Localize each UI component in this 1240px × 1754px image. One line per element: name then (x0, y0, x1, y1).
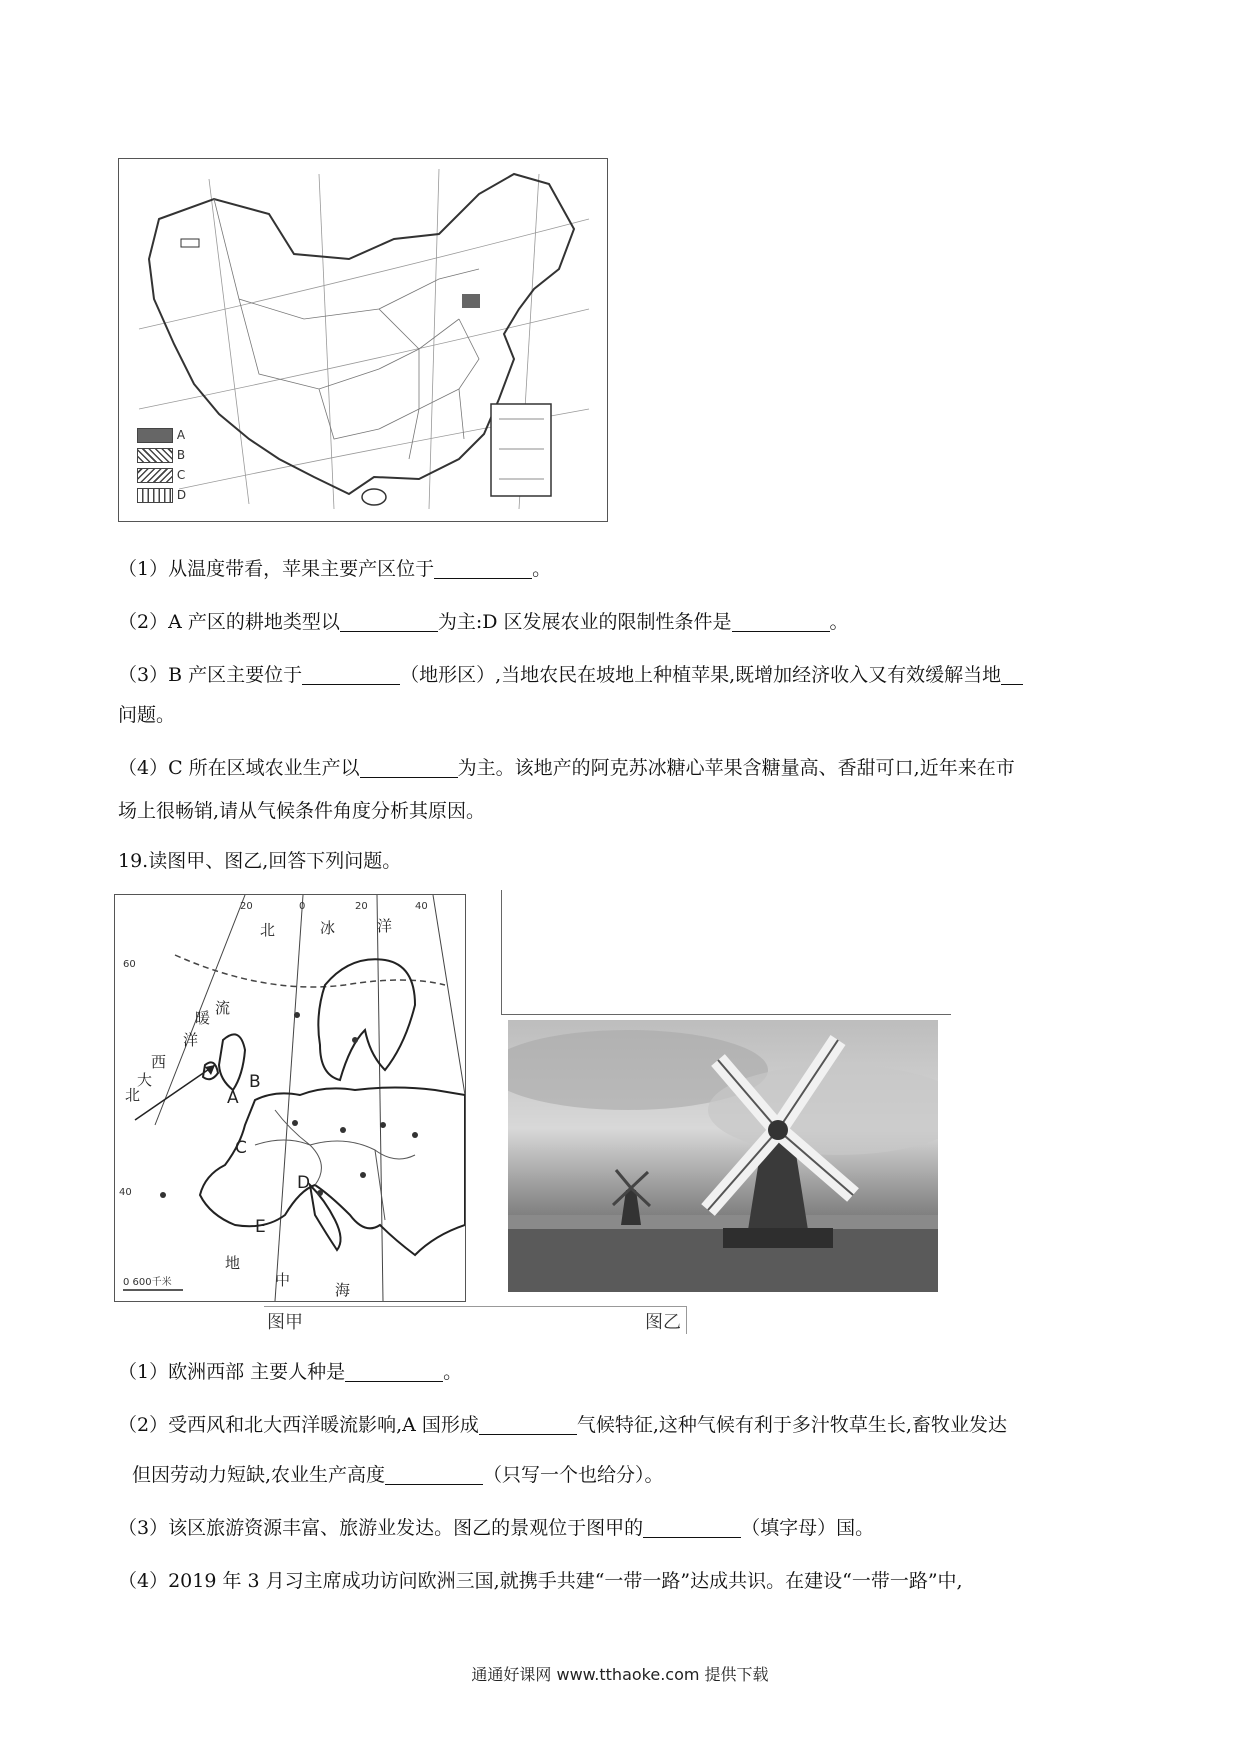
country-label-c: C (235, 1138, 247, 1158)
figure-frame-line (501, 890, 502, 1014)
sea-label: 地 (225, 1254, 241, 1272)
answer-blank[interactable] (1001, 664, 1023, 685)
legend-row-a: A (137, 425, 186, 445)
legend-swatch-vertical (137, 488, 173, 503)
ocean-label: 北 (260, 921, 276, 939)
europe-map-outline (115, 895, 465, 1301)
caption-right: 图乙 (645, 1312, 681, 1333)
ocean-label: 西 (151, 1053, 167, 1071)
q19-part2-line2: 但因劳动力短缺,农业生产高度 （只写一个也给分）。 (132, 1464, 664, 1486)
lon-label: 40 (415, 901, 428, 912)
q18-part3-line2: 问题。 (118, 704, 176, 726)
china-map-outline (119, 159, 607, 521)
sea-label: 中 (275, 1271, 291, 1289)
answer-blank[interactable] (302, 664, 400, 685)
figure-frame-line (501, 1014, 951, 1015)
caption-left: 图甲 (267, 1312, 303, 1333)
legend-row-b: B (137, 445, 186, 465)
lon-label: 0 (299, 901, 306, 912)
lat-label: 60 (123, 959, 136, 970)
ocean-label: 冰 (320, 919, 336, 937)
scale-label: 0 600千米 (123, 1277, 172, 1288)
ocean-label: 洋 (183, 1031, 199, 1049)
windmill-photo (508, 1020, 938, 1292)
q18-part2: （2）A 产区的耕地类型以 为主:D 区发展农业的限制性条件是 。 (118, 611, 849, 633)
china-map-legend (137, 425, 186, 505)
caption-divider (686, 1306, 687, 1334)
sea-label: 海 (335, 1281, 351, 1299)
q18-part3: （3）B 产区主要位于 （地形区）,当地农民在坡地上种植苹果,既增加经济收入又有效缓解当地 (118, 660, 1023, 690)
q18-part1: （1）从温度带看，苹果主要产区位于 。 (118, 558, 552, 580)
legend-row-d: D (137, 485, 186, 505)
answer-blank[interactable] (434, 558, 532, 579)
ocean-label: 大 (137, 1071, 153, 1089)
q19-title: 19.读图甲、图乙,回答下列问题。 (118, 850, 402, 872)
caption-bar (264, 1306, 686, 1307)
answer-blank[interactable] (479, 1414, 577, 1435)
answer-blank[interactable] (643, 1517, 741, 1538)
ocean-label: 流 (215, 999, 231, 1017)
country-label-d: D (297, 1173, 311, 1193)
q18-part4-line2: 场上很畅销,请从气候条件角度分析其原因。 (118, 800, 486, 822)
q18-part4: （4）C 所在区域农业生产以 为主。该地产的阿克苏冰糖心苹果含糖量高、香甜可口,近年来在市 (118, 757, 1015, 779)
country-label-e: E (255, 1217, 266, 1237)
answer-blank[interactable] (340, 611, 438, 632)
lon-label: 20 (355, 901, 368, 912)
south-china-sea-inset (491, 404, 551, 496)
country-label-b: B (249, 1072, 261, 1092)
legend-swatch-diag-right (137, 448, 173, 463)
page-footer: 通通好课网 www.tthaoke.com 提供下载 (471, 1665, 769, 1684)
ocean-label: 北 (125, 1086, 141, 1104)
q19-part1: （1）欧洲西部 主要人种是 。 (118, 1361, 463, 1383)
europe-map-figure (114, 894, 466, 1302)
q19-part3: （3）该区旅游资源丰富、旅游业发达。图乙的景观位于图甲的 （填字母）国。 (118, 1517, 875, 1539)
answer-blank[interactable] (345, 1361, 443, 1382)
windmill-image (508, 1020, 938, 1292)
china-map-figure (118, 158, 608, 522)
legend-swatch-solid (137, 428, 173, 443)
country-label-a: A (227, 1088, 239, 1108)
legend-row-c: C (137, 465, 186, 485)
answer-blank[interactable] (732, 611, 830, 632)
q19-part2: （2）受西风和北大西洋暖流影响,A 国形成 气候特征,这种气候有利于多汁牧草生长,畜牧业发达 (118, 1414, 1007, 1436)
lon-label: 20 (240, 901, 253, 912)
ocean-label: 洋 (377, 917, 393, 935)
lat-label: 40 (119, 1187, 132, 1198)
answer-blank[interactable] (385, 1464, 483, 1485)
legend-swatch-diag-left (137, 468, 173, 483)
ocean-label: 暖 (195, 1009, 211, 1027)
q19-part4: （4）2019 年 3 月习主席成功访问欧洲三国,就携手共建“一带一路”达成共识。在建设“一带一路”中, (118, 1570, 963, 1592)
answer-blank[interactable] (360, 757, 458, 778)
